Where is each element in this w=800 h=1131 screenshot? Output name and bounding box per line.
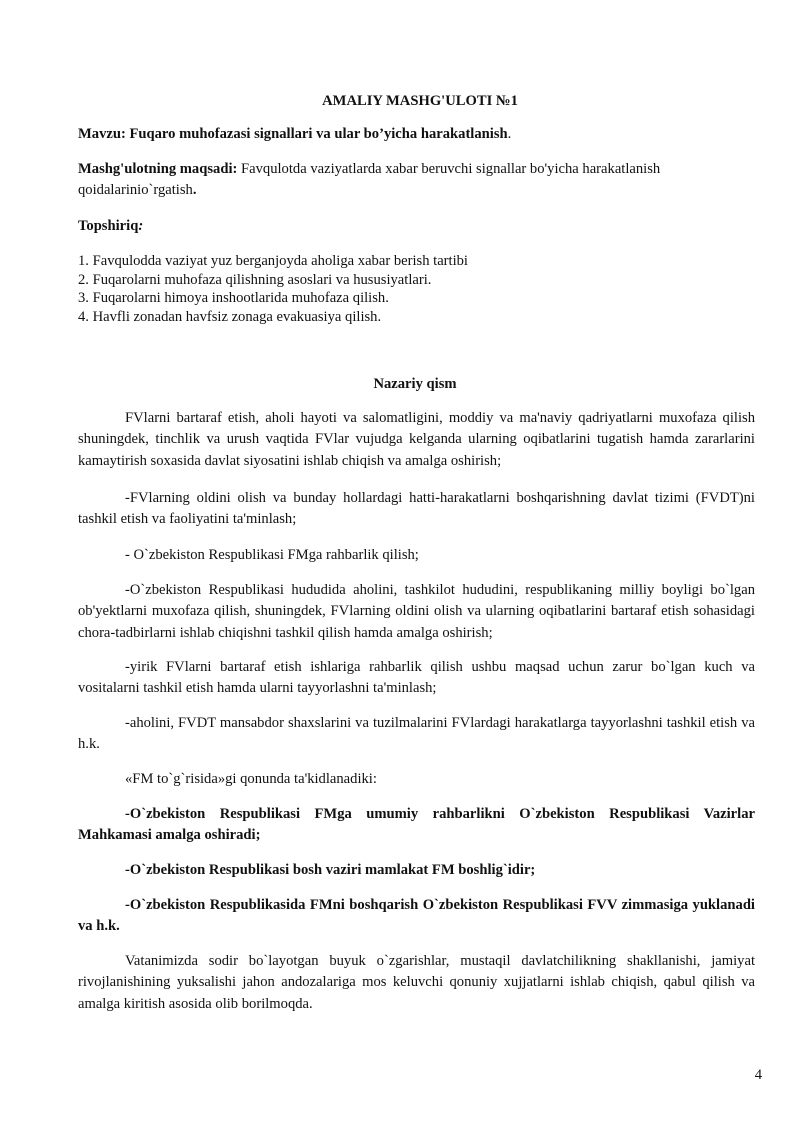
task-item: 2. Fuqarolarni muhofaza qilishning asoslari va hususiyatlari.: [78, 271, 432, 288]
topic-suffix: .: [507, 126, 512, 142]
paragraph: Vatanimizda sodir bo`layotgan buyuk o`zgarishlar, mustaqil davlatchilikning shakllanishi, jamiyat rivojlanishining yuksalishi jahon andozalariga mos keluvchi qonuniy xujjatlarni ishlab chiqish, qabul qilish va amalga kiritish asosida olib borilmoqda.: [78, 953, 755, 1012]
topic-label: Mavzu: Fuqaro muhofazasi signallari va ular bo’yicha harakatlanish: [78, 126, 508, 142]
goal-text: Favqulotda vaziyatlarda xabar beruvchi signallar bo'yicha harakatlanish qoidalarinio`rgatish: [78, 161, 661, 198]
goal-line: [78, 159, 755, 201]
paragraph-bold: -O`zbekiston Respublikasi bosh vaziri mamlakat FM boshlig`idir;: [125, 862, 536, 878]
paragraph-bold: -O`zbekiston Respublikasida FMni boshqarish O`zbekiston Respublikasi FVV zimmasiga yuklanadi va h.k.: [78, 897, 755, 935]
task-item: 4. Havfli zonadan havfsiz zonaga evakuasiya qilish.: [78, 308, 382, 325]
paragraph: -yirik FVlarni bartaraf etish ishlariga rahbarlik qilish ushbu maqsad uchun zarur bo`lgan kuch va vositalarni tashkil etish hamda ularni tayyorlashni ta'minlash;: [78, 659, 755, 697]
paragraph: -aholini, FVDT mansabdor shaxslarini va tuzilmalarini FVlardagi harakatlarga tayyorlashni tashkil etish va h.k.: [78, 715, 755, 753]
task-label-suffix: :: [138, 218, 144, 234]
goal-suffix: .: [192, 182, 197, 198]
task-list: [78, 252, 755, 326]
paragraph-bold: -O`zbekiston Respublikasi FMga umumiy rahbarlikni O`zbekiston Respublikasi Vazirlar Mahkamasi amalga oshiradi;: [78, 806, 755, 844]
paragraph: -FVlarning oldini olish va bunday hollardagi hatti-harakatlarni boshqarishning davlat tizimi (FVDT)ni tashkil etish va faoliyatini ta'minlash;: [78, 490, 755, 528]
goal-label: Mashg'ulotning maqsadi:: [78, 161, 238, 177]
paragraph: -O`zbekiston Respublikasi hududida aholini, tashkilot hududini, respublikaning milliy boyligi bo`lgan ob'yektlarni muxofaza qilish, shuningdek, FVlarning oldini olish va ularning oqibatlarini bartaraf etish sohasidagi chora-tadbirlarni ishlab chiqishni tashkil qilish hamda amalga oshirish;: [78, 582, 755, 641]
paragraph: - O`zbekiston Respublikasi FMga rahbarlik qilish;: [125, 547, 419, 563]
task-item: 3. Fuqarolarni himoya inshootlarida muhofaza qilish.: [78, 290, 389, 307]
paragraph: «FM to`g`risida»gi qonunda ta'kidlanadiki:: [125, 771, 377, 787]
document-title: AMALIY MASHG'ULOTI №1: [322, 93, 518, 109]
task-item: 1. Favqulodda vaziyat yuz berganjoyda aholiga xabar berish tartibi: [78, 253, 468, 269]
paragraph: FVlarni bartaraf etish, aholi hayoti va salomatligini, moddiy va ma'naviy qadriyatlarni muxofaza qilish shuningdek, tinchlik va urush vaqtida FVlar vujudga kelganda ularning oqibatlarini tugatish hamda zararlarini kamaytirish soxasida davlat siyosatini ishlab chiqish va amalga oshirish;: [78, 410, 755, 469]
section-heading: Nazariy qism: [373, 376, 457, 392]
topic-line: [78, 124, 755, 145]
page-number: 4: [754, 1067, 762, 1083]
task-label: Topshiriq: [78, 218, 139, 234]
task-heading: [78, 216, 755, 237]
